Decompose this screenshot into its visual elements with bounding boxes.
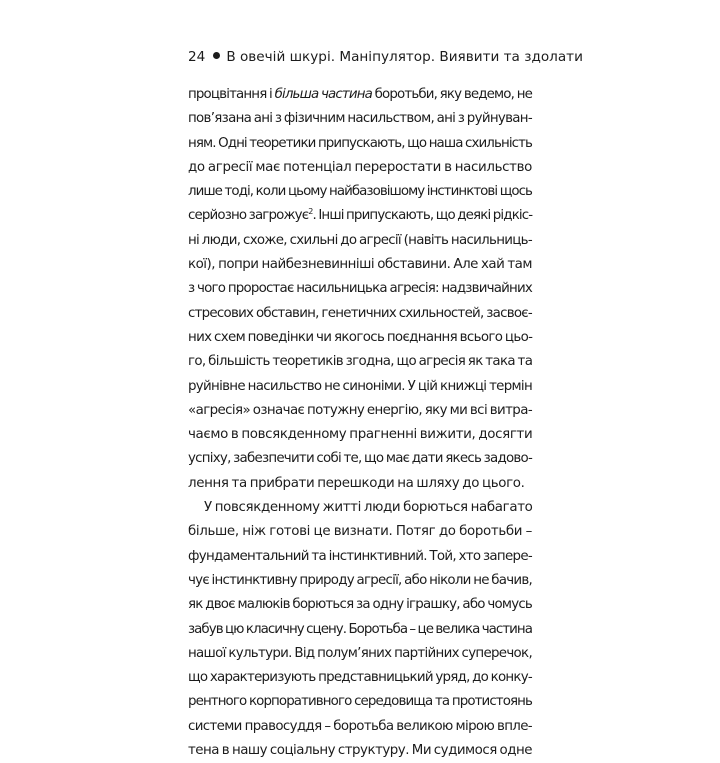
text-line: «агресія» означає потужну енергію, яку ми всі витра-	[188, 402, 533, 418]
text-line: успіху, забезпечити собі те, що має дати якесь задово-	[188, 451, 533, 467]
footnote-marker: 2	[308, 207, 313, 217]
text-line: як двоє малюків борються за одну іграшку, або чомусь	[188, 597, 532, 613]
italic-emphasis: більша частина	[274, 87, 372, 102]
text-line: кої), попри найбезневинніші обставини. Але хай там	[188, 257, 532, 273]
text-line: пов’язана ані з фізичним насильством, ані з руйнуван-	[188, 111, 532, 127]
text-line: чує інстинктивну природу агресії, або ніколи не бачив,	[188, 572, 532, 588]
text-line: них схем поведінки чи якогось поєднання всього цьо-	[188, 329, 533, 345]
text-line: що характеризують представницький уряд, до конку-	[188, 670, 532, 686]
text-line: більше, ніж готові це визнати. Потяг до боротьби –	[188, 524, 532, 540]
paragraph-1	[188, 83, 532, 496]
text-line: го, більшість теоретиків згодна, що агресія як така та	[188, 354, 533, 370]
running-head	[188, 46, 583, 68]
text-line: У повсякденному житті люди борються набагато	[204, 500, 533, 516]
text-run: серйозно загрожує	[188, 208, 309, 224]
text-line: фундаментальний та інстинктивний. Той, хто запере-	[188, 548, 532, 564]
text-line: ні люди, схоже, схильні до агресії (навіть насильниць-	[188, 232, 532, 248]
text-line: системи правосуддя – боротьба великою мірою впле-	[188, 718, 532, 734]
bullet-dot-icon	[213, 52, 220, 59]
text-line: з чого проростає насильницька агресія: надзвичайних	[188, 281, 532, 297]
text-run: процвітання і	[188, 87, 275, 102]
text-line: лише тоді, коли цьому найбазовішому інстинктові щось	[188, 184, 532, 200]
text-line: забув цю класичну сцену. Боротьба – це велика частина	[188, 621, 532, 637]
text-line: руйнівне насильство не синоніми. У цій книжці термін	[188, 378, 532, 394]
text-line	[188, 204, 532, 228]
page-number: 24	[188, 49, 206, 65]
text-line: чаємо в повсякденному прагненні вижити, досягти	[188, 427, 533, 443]
paragraph-2	[188, 496, 532, 763]
text-run: боротьби, яку ведемо, не	[371, 87, 532, 102]
running-head-title: В овечій шкурі. Маніпулятор. Виявити та здолати	[226, 49, 583, 65]
text-line: до агресії має потенціал переростати в насильство	[188, 159, 532, 175]
body-text	[188, 83, 532, 763]
text-line: тена в нашу соціальну структуру. Ми судимося одне	[188, 743, 532, 759]
text-run: . Інші припускають, що деякі рідкіс-	[312, 208, 533, 224]
text-line: лення та прибрати перешкоди на шляху до цього.	[188, 475, 525, 491]
text-line: стресових обставин, генетичних схильностей, засвоє-	[188, 305, 532, 321]
text-line: ням. Одні теоретики припускають, що наша схильність	[188, 135, 532, 151]
text-line	[188, 83, 532, 107]
text-line: рентного корпоративного середовища та протистоянь	[188, 694, 532, 710]
text-line: нашої культури. Від полум’яних партійних суперечок,	[188, 645, 532, 661]
